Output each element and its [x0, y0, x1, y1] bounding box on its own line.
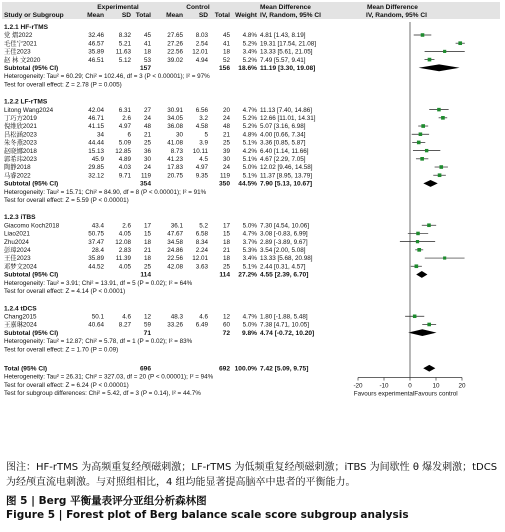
subgroup-overall-test: Test for overall effect: Z = 2.78 (P = 0.005): [4, 81, 122, 89]
study-n-ctl: 18: [222, 48, 230, 56]
study-name: 王佳2023: [4, 255, 31, 263]
study-ci: 3.54 [2.00, 5.08]: [260, 247, 306, 255]
study-mean-exp: 29.85: [88, 164, 104, 172]
study-n-ctl: 21: [222, 247, 230, 255]
study-sd-ctl: 2.54: [195, 40, 208, 48]
study-square: [425, 149, 428, 152]
study-square: [439, 165, 443, 169]
study-name: Liao2021: [4, 230, 30, 238]
study-weight: 5.0%: [242, 164, 257, 172]
study-square: [427, 323, 431, 327]
study-ci: 7.49 [5.57, 9.41]: [260, 56, 306, 64]
study-mean-exp: 42.04: [88, 106, 104, 114]
study-sd-ctl: 12.01: [192, 255, 208, 263]
favours-control-label: Favours control: [414, 390, 458, 398]
subgroup-title: 1.2.2 LF-rTMS: [4, 98, 48, 106]
x-tick-label: 10: [432, 382, 440, 390]
study-weight: 5.0%: [242, 321, 257, 329]
study-sd-exp: 12.85: [115, 147, 131, 155]
study-ci: 19.31 [17.54, 21.08]: [260, 40, 317, 48]
study-ci: 1.80 [-1.88, 5.48]: [260, 313, 308, 321]
study-square: [443, 256, 446, 259]
study-sd-ctl: 6.56: [195, 106, 208, 114]
subgroup-heterogeneity: Heterogeneity: Tau² = 60.29; Chi² = 102.46, df = 3 (P < 0.00001); I² = 97%: [4, 73, 210, 81]
study-ci: 4.81 [1.43, 8.19]: [260, 32, 306, 40]
study-mean-exp: 41.15: [88, 123, 104, 131]
header-mean-exp: Mean: [87, 12, 104, 19]
study-ci: 3.08 [-0.83, 6.99]: [260, 230, 308, 238]
study-sd-exp: 6: [127, 131, 131, 139]
subtotal-ci: 7.90 [5.13, 10.67]: [260, 180, 313, 188]
study-weight: 5.1%: [242, 156, 257, 164]
total-heterogeneity: Heterogeneity: Tau² = 26.31; Chi² = 327.03, df = 20 (P < 0.00001); I² = 94%: [4, 373, 214, 381]
study-mean-ctl: 20.75: [167, 172, 183, 180]
study-sd-exp: 11.39: [115, 255, 131, 263]
study-square: [420, 157, 424, 161]
study-weight: 5.1%: [242, 139, 257, 147]
total-n-ctl: 692: [218, 365, 230, 373]
study-n-exp: 59: [143, 321, 151, 329]
study-sd-exp: 11.63: [115, 48, 131, 56]
study-ci: 7.30 [4.54, 10.06]: [260, 222, 310, 230]
study-n-exp: 18: [143, 238, 151, 246]
header-md-ci: IV, Random, 95% CI: [260, 12, 321, 19]
study-sd-ctl: 5: [204, 131, 208, 139]
study-mean-exp: 44.52: [88, 263, 104, 271]
study-n-ctl: 20: [222, 106, 230, 114]
study-sd-ctl: 8.34: [195, 238, 208, 246]
study-mean-exp: 34: [96, 131, 104, 139]
study-name: 倪维欣2021: [4, 123, 37, 131]
study-square: [415, 264, 419, 268]
study-mean-exp: 50.1: [91, 313, 104, 321]
study-sd-exp: 4.05: [118, 263, 131, 271]
study-n-ctl: 52: [222, 56, 230, 64]
study-sd-exp: 2.6: [122, 115, 131, 123]
header-sd-ctl: SD: [198, 12, 208, 19]
study-ci: 3.36 [0.85, 5.87]: [260, 139, 306, 147]
study-ci: 7.38 [4.71, 10.05]: [260, 321, 310, 329]
subtotal-ci: 4.55 [2.39, 6.70]: [260, 271, 309, 279]
subtotal-n-ctl: 114: [219, 271, 230, 279]
study-mean-ctl: 22.56: [167, 48, 183, 56]
study-n-ctl: 41: [222, 40, 230, 48]
study-n-exp: 30: [143, 156, 151, 164]
study-mean-exp: 32.46: [88, 32, 104, 40]
study-name: 马睿2022: [4, 172, 31, 180]
study-n-exp: 48: [143, 123, 151, 131]
study-mean-exp: 35.89: [88, 255, 104, 263]
subtotal-n-ctl: 72: [222, 329, 230, 337]
header-mean-difference-plot: Mean Difference: [367, 4, 418, 11]
subtotal-n-exp: 114: [140, 271, 151, 279]
study-mean-exp: 28.4: [91, 247, 104, 255]
study-name: 丁巧方2019: [4, 115, 37, 123]
study-weight: 3.4%: [242, 48, 257, 56]
study-sd-exp: 4.89: [118, 156, 131, 164]
study-n-ctl: 24: [222, 164, 230, 172]
figure-caption-en: Figure 5 | Forest plot of Berg balance scale score subgroup analysis: [6, 509, 409, 521]
study-sd-ctl: 9.35: [195, 172, 208, 180]
study-ci: 11.13 [7.40, 14.86]: [260, 106, 313, 114]
study-sd-ctl: 4.94: [195, 56, 208, 64]
study-mean-exp: 45.9: [91, 156, 104, 164]
study-n-ctl: 15: [222, 230, 230, 238]
study-name: 陶静2018: [4, 164, 31, 172]
subtotal-n-ctl: 156: [218, 65, 230, 72]
study-ci: 4.67 [2.29, 7.05]: [260, 156, 306, 164]
study-square: [443, 50, 446, 53]
study-n-ctl: 18: [222, 238, 230, 246]
study-mean-exp: 32.12: [88, 172, 104, 180]
favours-experimental-label: Favours experimental: [353, 390, 415, 398]
subtotal-weight: 9.8%: [241, 329, 257, 337]
study-name: Chang2015: [4, 313, 37, 321]
subgroup-title: 1.2.4 tDCS: [4, 305, 37, 313]
study-sd-exp: 4.6: [122, 313, 131, 321]
subtotal-label: Subtotal (95% CI): [4, 65, 59, 72]
study-n-ctl: 25: [222, 139, 230, 147]
study-weight: 5.3%: [242, 247, 257, 255]
study-sd-exp: 2.83: [118, 247, 131, 255]
study-name: 朱冬燕2023: [4, 139, 37, 147]
study-name: 王佳2023: [4, 48, 31, 56]
study-mean-ctl: 36.08: [167, 123, 183, 131]
subtotal-diamond: [408, 329, 436, 336]
subtotal-ci: 11.19 [3.30, 19.08]: [260, 65, 316, 72]
study-mean-exp: 35.89: [88, 48, 104, 56]
study-mean-exp: 40.64: [88, 321, 104, 329]
study-mean-ctl: 8.73: [170, 147, 183, 155]
study-mean-ctl: 24.86: [167, 247, 183, 255]
subtotal-ci: 4.74 [-0.72, 10.20]: [260, 329, 315, 337]
study-ci: 2.89 [-3.89, 9.67]: [260, 238, 308, 246]
study-weight: 4.8%: [242, 32, 257, 40]
subtotal-diamond: [423, 180, 437, 187]
x-tick-label: -10: [379, 382, 389, 390]
subgroup-overall-test: Test for overall effect: Z = 4.14 (P < 0.0001): [4, 288, 126, 296]
study-ci: 11.37 [8.95, 13.79]: [260, 172, 313, 180]
study-mean-ctl: 30: [175, 131, 183, 139]
study-name: 郭希玮2023: [4, 156, 37, 164]
subtotal-label: Subtotal (95% CI): [4, 180, 59, 188]
study-sd-ctl: 5.2: [199, 222, 208, 230]
study-mean-exp: 50.75: [88, 230, 104, 238]
study-n-exp: 21: [143, 247, 151, 255]
study-n-ctl: 39: [222, 147, 230, 155]
study-name: 邓梦文2024: [4, 263, 37, 271]
study-square: [441, 116, 445, 120]
study-ci: 2.44 [0.31, 4.57]: [260, 263, 306, 271]
subgroup-overall-test: Test for overall effect: Z = 1.70 (P = 0.09): [4, 346, 119, 354]
study-square: [421, 33, 425, 37]
study-mean-exp: 37.47: [88, 238, 104, 246]
study-weight: 5.2%: [242, 56, 257, 64]
x-tick-label: 0: [408, 382, 412, 390]
study-n-exp: 27: [143, 106, 151, 114]
total-n-exp: 696: [139, 365, 151, 373]
header-md-ci-plot: IV, Random, 95% CI: [366, 12, 427, 19]
study-ci: 5.07 [3.16, 6.98]: [260, 123, 306, 131]
study-sd-exp: 6.31: [118, 106, 131, 114]
total-weight: 100.0%: [234, 365, 257, 373]
study-sd-exp: 9.71: [118, 172, 131, 180]
study-square: [437, 108, 441, 112]
study-n-exp: 25: [143, 139, 151, 147]
study-n-exp: 18: [143, 48, 151, 56]
study-n-ctl: 48: [222, 123, 230, 131]
study-mean-ctl: 27.26: [167, 40, 183, 48]
study-sd-exp: 4.03: [118, 164, 131, 172]
total-diamond: [423, 365, 435, 372]
study-name: Zhu2024: [4, 238, 29, 246]
study-square: [419, 132, 423, 136]
study-n-ctl: 45: [222, 32, 230, 40]
study-mean-ctl: 36.1: [170, 222, 183, 230]
study-name: Giacomo Koch2018: [4, 222, 60, 230]
study-n-exp: 18: [143, 255, 151, 263]
study-ci: 12.66 [11.01, 14.31]: [260, 115, 316, 123]
x-tick-label: -20: [353, 382, 363, 390]
header-total-exp: Total: [135, 12, 151, 19]
header-control: Control: [186, 4, 210, 11]
study-n-ctl: 18: [222, 255, 230, 263]
study-n-ctl: 12: [222, 313, 230, 321]
study-square: [416, 240, 419, 243]
study-weight: 5.2%: [242, 123, 257, 131]
study-sd-exp: 5.21: [118, 40, 131, 48]
study-mean-exp: 46.71: [88, 115, 104, 123]
header-mean-ctl: Mean: [166, 12, 183, 19]
study-sd-ctl: 4.97: [195, 164, 208, 172]
study-name: Litong Wang2024: [4, 106, 54, 114]
total-ci: 7.42 [5.09, 9.75]: [260, 365, 309, 373]
study-name: 毛佳宁2021: [4, 40, 37, 48]
study-n-exp: 45: [143, 32, 151, 40]
study-square: [458, 41, 462, 45]
study-weight: 5.1%: [242, 263, 257, 271]
x-tick-label: 20: [458, 382, 466, 390]
subtotal-n-exp: 354: [139, 180, 151, 188]
study-n-ctl: 119: [219, 172, 230, 180]
study-sd-exp: 4.05: [118, 230, 131, 238]
study-weight: 4.7%: [242, 313, 257, 321]
subtotal-diamond: [416, 271, 427, 278]
study-n-ctl: 60: [222, 321, 230, 329]
subtotal-n-ctl: 350: [218, 180, 230, 188]
study-n-ctl: 17: [222, 222, 230, 230]
study-n-exp: 24: [143, 115, 151, 123]
header-total-ctl: Total: [214, 12, 230, 19]
figure-caption-cn: 图 5 | Berg 平衡量表评分亚组分析森林图: [6, 495, 207, 507]
study-sd-ctl: 6.58: [195, 230, 208, 238]
subtotal-n-exp: 157: [139, 65, 151, 72]
study-sd-ctl: 4.5: [199, 156, 208, 164]
study-sd-exp: 2.6: [122, 222, 131, 230]
study-n-ctl: 25: [222, 263, 230, 271]
study-name: 赵 林 文2020: [4, 56, 41, 64]
study-mean-exp: 15.13: [88, 147, 104, 155]
study-square: [416, 232, 420, 236]
study-ci: 13.33 [5.68, 20.98]: [260, 255, 313, 263]
study-sd-ctl: 4.58: [195, 123, 208, 131]
study-mean-ctl: 47.67: [167, 230, 183, 238]
study-ci: 13.33 [5.61, 21.05]: [260, 48, 313, 56]
study-sd-ctl: 3.2: [199, 115, 208, 123]
study-weight: 4.7%: [242, 106, 257, 114]
subtotal-weight: 27.2%: [238, 271, 257, 279]
study-weight: 5.2%: [242, 40, 257, 48]
study-square: [427, 223, 431, 227]
study-square: [413, 315, 417, 319]
subtotal-diamond: [419, 64, 460, 71]
study-mean-exp: 44.44: [88, 139, 104, 147]
study-n-exp: 36: [143, 147, 151, 155]
study-ci: 6.40 [1.14, 11.66]: [260, 147, 309, 155]
header-sd-exp: SD: [121, 12, 131, 19]
study-sd-ctl: 6.49: [195, 321, 208, 329]
subgroup-title: 1.2.3 iTBS: [4, 214, 36, 222]
study-mean-ctl: 27.65: [167, 32, 183, 40]
study-n-ctl: 21: [222, 131, 230, 139]
study-sd-ctl: 3.9: [199, 139, 208, 147]
study-n-exp: 15: [143, 230, 151, 238]
study-sd-ctl: 8.03: [195, 32, 208, 40]
study-name: 吕松涵2023: [4, 131, 37, 139]
study-mean-exp: 43.4: [91, 222, 104, 230]
study-sd-exp: 5.12: [118, 56, 131, 64]
study-mean-ctl: 48.3: [170, 313, 183, 321]
study-name: 彭璋2024: [4, 247, 31, 255]
study-weight: 3.7%: [242, 238, 257, 246]
subtotal-label: Subtotal (95% CI): [4, 271, 59, 279]
study-ci: 4.00 [0.66, 7.34]: [260, 131, 306, 139]
study-name: 赵晓娜2018: [4, 147, 37, 155]
subgroup-title: 1.2.1 HF-rTMS: [4, 24, 48, 31]
study-weight: 4.8%: [242, 131, 257, 139]
study-sd-ctl: 12.01: [192, 48, 208, 56]
header-mean-difference: Mean Difference: [260, 4, 311, 11]
study-mean-ctl: 22.56: [167, 255, 183, 263]
study-weight: 5.2%: [242, 115, 257, 123]
study-mean-ctl: 42.08: [167, 263, 183, 271]
study-n-exp: 53: [143, 56, 151, 64]
total-label: Total (95% CI): [4, 365, 48, 373]
subtotal-weight: 18.6%: [238, 65, 257, 72]
total-overall-test: Test for overall effect: Z = 6.24 (P < 0.00001): [4, 381, 129, 389]
study-square: [417, 141, 421, 145]
study-mean-ctl: 34.05: [167, 115, 183, 123]
study-sd-ctl: 3.63: [195, 263, 208, 271]
study-mean-ctl: 34.58: [167, 238, 183, 246]
header-experimental: Experimental: [97, 4, 139, 11]
study-sd-exp: 8.27: [118, 321, 131, 329]
study-mean-ctl: 39.02: [167, 56, 183, 64]
study-n-exp: 12: [143, 313, 151, 321]
study-n-exp: 25: [143, 263, 151, 271]
study-sd-exp: 12.08: [115, 238, 131, 246]
study-weight: 4.2%: [242, 147, 257, 155]
study-n-exp: 24: [143, 164, 151, 172]
study-n-ctl: 30: [222, 156, 230, 164]
study-weight: 5.1%: [242, 172, 257, 180]
study-n-exp: 21: [143, 131, 151, 139]
study-n-ctl: 24: [222, 115, 230, 123]
study-sd-exp: 8.32: [118, 32, 131, 40]
study-n-exp: 119: [140, 172, 151, 180]
study-name: 党 熠2022: [4, 32, 33, 40]
study-square: [417, 248, 421, 252]
study-n-exp: 17: [143, 222, 151, 230]
study-mean-exp: 46.57: [88, 40, 104, 48]
study-weight: 5.0%: [242, 222, 257, 230]
study-square: [421, 124, 425, 128]
study-square: [438, 173, 442, 177]
study-sd-ctl: 2.24: [195, 247, 208, 255]
study-mean-exp: 46.51: [88, 56, 104, 64]
subgroup-heterogeneity: Heterogeneity: Tau² = 12.87; Chi² = 5.78, df = 1 (P = 0.02); I² = 83%: [4, 338, 193, 346]
study-ci: 12.02 [9.46, 14.58]: [260, 164, 313, 172]
study-sd-ctl: 4.6: [199, 313, 208, 321]
study-weight: 4.7%: [242, 230, 257, 238]
study-name: 王嘉琳2024: [4, 321, 37, 329]
study-mean-ctl: 33.26: [167, 321, 183, 329]
subgroup-heterogeneity: Heterogeneity: Tau² = 15.71; Chi² = 84.90, df = 8 (P < 0.00001); I² = 91%: [4, 188, 207, 196]
study-mean-ctl: 41.23: [167, 156, 183, 164]
subgroup-heterogeneity: Heterogeneity: Tau² = 3.91; Chi² = 13.91, df = 5 (P = 0.02); I² = 64%: [4, 279, 193, 287]
study-sd-ctl: 10.11: [192, 147, 208, 155]
study-n-exp: 41: [143, 40, 151, 48]
subtotal-weight: 44.5%: [238, 180, 257, 188]
header-study: Study or Subgroup: [4, 12, 64, 19]
study-mean-ctl: 17.83: [167, 164, 183, 172]
study-mean-ctl: 30.91: [167, 106, 183, 114]
study-square: [428, 58, 432, 62]
subtotal-label: Subtotal (95% CI): [4, 329, 59, 337]
subgroup-overall-test: Test for overall effect: Z = 5.59 (P < 0.00001): [4, 197, 129, 205]
study-sd-exp: 5.09: [118, 139, 131, 147]
study-sd-exp: 4.97: [118, 123, 131, 131]
study-mean-ctl: 41.08: [167, 139, 183, 147]
header-weight: Weight: [235, 12, 257, 19]
figure-note: 图注：HF-rTMS 为高频重复经颅磁刺激；LF-rTMS 为低频重复经颅磁刺激；iTBS 为间歇性 θ 爆发刺激；tDCS 为经颅直流电刺激。与对照组相比，4 组均能显著提高脑卒中患者的平衡能力。: [6, 462, 498, 488]
study-weight: 3.4%: [242, 255, 257, 263]
subgroup-differences-test: Test for subgroup differences: Chi² = 5.42, df = 3 (P = 0.14), I² = 44.7%: [4, 390, 201, 398]
subtotal-n-exp: 71: [143, 329, 151, 337]
